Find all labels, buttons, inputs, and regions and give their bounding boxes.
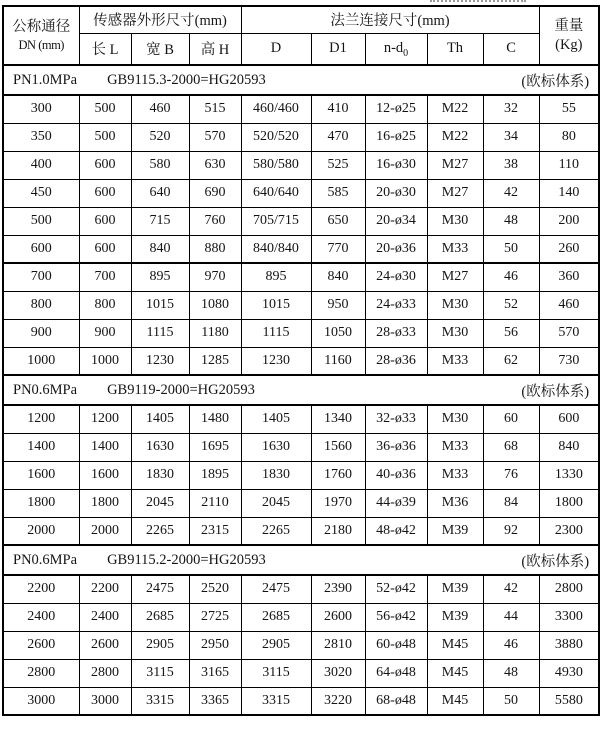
cell-dn: 1400 xyxy=(3,433,79,461)
cell-weight: 5580 xyxy=(539,687,599,715)
cell-width-b: 1015 xyxy=(131,291,189,319)
cell-length-l: 600 xyxy=(79,235,131,263)
cell-th: M39 xyxy=(427,575,483,603)
cell-n-d0: 48-ø42 xyxy=(365,517,427,545)
cell-d1: 525 xyxy=(311,151,365,179)
cell-n-d0: 20-ø36 xyxy=(365,235,427,263)
col-header-d1: D1 xyxy=(311,33,365,65)
table-row xyxy=(3,489,599,517)
cell-weight: 3300 xyxy=(539,603,599,631)
cell-d: 1630 xyxy=(241,433,311,461)
cell-weight: 840 xyxy=(539,433,599,461)
cell-length-l: 1800 xyxy=(79,489,131,517)
table-row xyxy=(3,433,599,461)
cell-c: 46 xyxy=(483,631,539,659)
cell-d1: 1760 xyxy=(311,461,365,489)
cell-length-l: 500 xyxy=(79,95,131,123)
cell-height-h: 570 xyxy=(189,123,241,151)
table-row xyxy=(3,461,599,489)
cell-length-l: 600 xyxy=(79,151,131,179)
cell-d1: 1970 xyxy=(311,489,365,517)
cell-width-b: 715 xyxy=(131,207,189,235)
cell-d: 1230 xyxy=(241,347,311,375)
cell-weight: 260 xyxy=(539,235,599,263)
section-header-row xyxy=(3,545,599,575)
table-row xyxy=(3,603,599,631)
cell-c: 46 xyxy=(483,263,539,291)
cell-length-l: 1200 xyxy=(79,405,131,433)
table-row xyxy=(3,319,599,347)
col-header-weight xyxy=(539,6,599,65)
cell-d: 2265 xyxy=(241,517,311,545)
cell-th: M27 xyxy=(427,151,483,179)
cell-width-b: 580 xyxy=(131,151,189,179)
col-group-flange-dimensions: 法兰连接尺寸(mm) xyxy=(241,6,539,33)
col-header-c: C xyxy=(483,33,539,65)
cell-weight: 600 xyxy=(539,405,599,433)
cell-width-b: 520 xyxy=(131,123,189,151)
cell-width-b: 2905 xyxy=(131,631,189,659)
cell-length-l: 2800 xyxy=(79,659,131,687)
n-d0-subscript: 0 xyxy=(403,48,409,60)
cell-length-l: 500 xyxy=(79,123,131,151)
cell-c: 38 xyxy=(483,151,539,179)
cell-d1: 3220 xyxy=(311,687,365,715)
cell-height-h: 2520 xyxy=(189,575,241,603)
col-header-dn xyxy=(3,6,79,65)
cell-height-h: 1480 xyxy=(189,405,241,433)
cell-n-d0: 32-ø33 xyxy=(365,405,427,433)
cell-th: M30 xyxy=(427,207,483,235)
cell-n-d0: 24-ø33 xyxy=(365,291,427,319)
section-header-cell xyxy=(3,545,599,575)
cell-length-l: 900 xyxy=(79,319,131,347)
cell-c: 32 xyxy=(483,95,539,123)
cell-length-l: 3000 xyxy=(79,687,131,715)
cell-height-h: 1895 xyxy=(189,461,241,489)
cell-height-h: 3365 xyxy=(189,687,241,715)
cell-width-b: 1630 xyxy=(131,433,189,461)
cell-width-b: 840 xyxy=(131,235,189,263)
cell-width-b: 3115 xyxy=(131,659,189,687)
section-header-cell xyxy=(3,65,599,95)
cell-dn: 450 xyxy=(3,179,79,207)
cell-c: 84 xyxy=(483,489,539,517)
cell-d1: 770 xyxy=(311,235,365,263)
cell-n-d0: 64-ø48 xyxy=(365,659,427,687)
cell-th: M45 xyxy=(427,631,483,659)
n-d0-base: n-d xyxy=(383,40,404,57)
cell-d: 460/460 xyxy=(241,95,311,123)
cell-c: 62 xyxy=(483,347,539,375)
cell-height-h: 2950 xyxy=(189,631,241,659)
cell-d1: 1050 xyxy=(311,319,365,347)
cell-th: M33 xyxy=(427,347,483,375)
table-row xyxy=(3,179,599,207)
cell-width-b: 2265 xyxy=(131,517,189,545)
cell-dn: 600 xyxy=(3,235,79,263)
cell-width-b: 460 xyxy=(131,95,189,123)
section-standard: GB9115.3-2000=HG20593 xyxy=(107,71,266,88)
cell-dn: 1600 xyxy=(3,461,79,489)
cell-n-d0: 40-ø36 xyxy=(365,461,427,489)
section-note: (欧标体系) xyxy=(521,73,590,90)
cell-length-l: 2400 xyxy=(79,603,131,631)
section-note: (欧标体系) xyxy=(521,383,590,400)
cell-weight: 730 xyxy=(539,347,599,375)
cell-c: 76 xyxy=(483,461,539,489)
cell-length-l: 600 xyxy=(79,179,131,207)
cell-width-b: 3315 xyxy=(131,687,189,715)
dn-title: 公称通径 xyxy=(12,18,71,35)
cell-n-d0: 36-ø36 xyxy=(365,433,427,461)
header-row-subcolumns xyxy=(3,33,599,65)
cell-n-d0: 68-ø48 xyxy=(365,687,427,715)
cell-dn: 2400 xyxy=(3,603,79,631)
cell-c: 48 xyxy=(483,207,539,235)
cell-weight: 1800 xyxy=(539,489,599,517)
cell-height-h: 630 xyxy=(189,151,241,179)
cell-weight: 3880 xyxy=(539,631,599,659)
cell-dn: 350 xyxy=(3,123,79,151)
cell-th: M39 xyxy=(427,517,483,545)
section-standard: GB9115.2-2000=HG20593 xyxy=(107,551,266,568)
cell-weight: 55 xyxy=(539,95,599,123)
cell-length-l: 1600 xyxy=(79,461,131,489)
cell-d1: 470 xyxy=(311,123,365,151)
cell-width-b: 640 xyxy=(131,179,189,207)
table-body xyxy=(3,65,599,715)
cell-d1: 1560 xyxy=(311,433,365,461)
cell-th: M30 xyxy=(427,291,483,319)
table-header xyxy=(3,6,599,65)
cell-d1: 1340 xyxy=(311,405,365,433)
cell-c: 44 xyxy=(483,603,539,631)
cell-n-d0: 20-ø34 xyxy=(365,207,427,235)
cell-dn: 1000 xyxy=(3,347,79,375)
table-row xyxy=(3,207,599,235)
cell-width-b: 1230 xyxy=(131,347,189,375)
cell-th: M30 xyxy=(427,405,483,433)
table-row xyxy=(3,517,599,545)
table-row xyxy=(3,347,599,375)
cell-th: M33 xyxy=(427,235,483,263)
cell-th: M36 xyxy=(427,489,483,517)
cell-weight: 2800 xyxy=(539,575,599,603)
cell-weight: 570 xyxy=(539,319,599,347)
cell-height-h: 1285 xyxy=(189,347,241,375)
cell-dn: 2000 xyxy=(3,517,79,545)
cell-d1: 840 xyxy=(311,263,365,291)
cell-height-h: 1180 xyxy=(189,319,241,347)
cell-d: 705/715 xyxy=(241,207,311,235)
cell-d: 3315 xyxy=(241,687,311,715)
cell-th: M22 xyxy=(427,95,483,123)
cell-n-d0: 16-ø25 xyxy=(365,123,427,151)
cell-height-h: 2315 xyxy=(189,517,241,545)
cell-d: 1830 xyxy=(241,461,311,489)
cell-th: M27 xyxy=(427,179,483,207)
cell-d: 520/520 xyxy=(241,123,311,151)
col-header-width-b: 宽 B xyxy=(131,33,189,65)
cell-d: 2475 xyxy=(241,575,311,603)
cell-n-d0: 16-ø30 xyxy=(365,151,427,179)
table-row xyxy=(3,405,599,433)
cell-dn: 2800 xyxy=(3,659,79,687)
cell-c: 56 xyxy=(483,319,539,347)
cell-c: 50 xyxy=(483,235,539,263)
table-row xyxy=(3,123,599,151)
cell-d: 580/580 xyxy=(241,151,311,179)
cell-d1: 2600 xyxy=(311,603,365,631)
cell-height-h: 2725 xyxy=(189,603,241,631)
cell-width-b: 895 xyxy=(131,263,189,291)
section-header-row xyxy=(3,65,599,95)
cell-c: 42 xyxy=(483,179,539,207)
cell-th: M30 xyxy=(427,319,483,347)
cell-length-l: 600 xyxy=(79,207,131,235)
section-header-row xyxy=(3,375,599,405)
cell-length-l: 1000 xyxy=(79,347,131,375)
cell-c: 48 xyxy=(483,659,539,687)
cell-n-d0: 60-ø48 xyxy=(365,631,427,659)
cell-height-h: 880 xyxy=(189,235,241,263)
cell-n-d0: 20-ø30 xyxy=(365,179,427,207)
table-row xyxy=(3,291,599,319)
section-pressure-rating: PN0.6MPa xyxy=(13,551,78,568)
cell-weight: 4930 xyxy=(539,659,599,687)
col-header-n-d0 xyxy=(365,33,427,65)
cell-n-d0: 28-ø33 xyxy=(365,319,427,347)
dimension-spec-table xyxy=(2,5,600,716)
cell-d: 1405 xyxy=(241,405,311,433)
table-row xyxy=(3,659,599,687)
cell-d1: 650 xyxy=(311,207,365,235)
cell-width-b: 2045 xyxy=(131,489,189,517)
cell-length-l: 2200 xyxy=(79,575,131,603)
cell-d: 895 xyxy=(241,263,311,291)
cell-dn: 1800 xyxy=(3,489,79,517)
cell-c: 68 xyxy=(483,433,539,461)
cell-c: 92 xyxy=(483,517,539,545)
cell-d1: 410 xyxy=(311,95,365,123)
cell-height-h: 970 xyxy=(189,263,241,291)
header-row-groups xyxy=(3,6,599,33)
cell-th: M45 xyxy=(427,687,483,715)
cell-weight: 2300 xyxy=(539,517,599,545)
cell-d: 840/840 xyxy=(241,235,311,263)
cell-d1: 2810 xyxy=(311,631,365,659)
cell-width-b: 2685 xyxy=(131,603,189,631)
cell-dn: 800 xyxy=(3,291,79,319)
cropped-text-artifact xyxy=(430,0,526,3)
cell-n-d0: 24-ø30 xyxy=(365,263,427,291)
cell-width-b: 1405 xyxy=(131,405,189,433)
col-header-th: Th xyxy=(427,33,483,65)
cell-weight: 460 xyxy=(539,291,599,319)
cell-c: 42 xyxy=(483,575,539,603)
section-note: (欧标体系) xyxy=(521,553,590,570)
cell-n-d0: 52-ø42 xyxy=(365,575,427,603)
cell-th: M45 xyxy=(427,659,483,687)
cell-th: M27 xyxy=(427,263,483,291)
cell-d: 2045 xyxy=(241,489,311,517)
cell-length-l: 2600 xyxy=(79,631,131,659)
cell-weight: 1330 xyxy=(539,461,599,489)
cell-d: 3115 xyxy=(241,659,311,687)
cell-dn: 1200 xyxy=(3,405,79,433)
dn-unit: DN (mm) xyxy=(18,37,64,52)
cell-width-b: 1830 xyxy=(131,461,189,489)
cell-height-h: 515 xyxy=(189,95,241,123)
cell-n-d0: 12-ø25 xyxy=(365,95,427,123)
cell-dn: 2200 xyxy=(3,575,79,603)
cell-c: 34 xyxy=(483,123,539,151)
weight-unit: (Kg) xyxy=(555,36,583,53)
cell-d1: 1160 xyxy=(311,347,365,375)
cell-height-h: 1695 xyxy=(189,433,241,461)
col-group-sensor-dimensions: 传感器外形尺寸(mm) xyxy=(79,6,241,33)
cell-dn: 700 xyxy=(3,263,79,291)
cell-height-h: 1080 xyxy=(189,291,241,319)
cell-dn: 900 xyxy=(3,319,79,347)
cell-length-l: 2000 xyxy=(79,517,131,545)
cell-weight: 140 xyxy=(539,179,599,207)
cell-th: M39 xyxy=(427,603,483,631)
table-row xyxy=(3,235,599,263)
cell-d: 1115 xyxy=(241,319,311,347)
section-standard: GB9119-2000=HG20593 xyxy=(107,381,255,398)
cell-weight: 80 xyxy=(539,123,599,151)
cell-d1: 585 xyxy=(311,179,365,207)
cell-c: 52 xyxy=(483,291,539,319)
cell-height-h: 760 xyxy=(189,207,241,235)
cell-c: 50 xyxy=(483,687,539,715)
section-pressure-rating: PN1.0MPa xyxy=(13,71,78,88)
cell-n-d0: 44-ø39 xyxy=(365,489,427,517)
cell-d1: 2390 xyxy=(311,575,365,603)
table-row xyxy=(3,687,599,715)
cell-height-h: 690 xyxy=(189,179,241,207)
table-row xyxy=(3,631,599,659)
cell-n-d0: 56-ø42 xyxy=(365,603,427,631)
col-header-length-l: 长 L xyxy=(79,33,131,65)
cell-length-l: 700 xyxy=(79,263,131,291)
cell-width-b: 2475 xyxy=(131,575,189,603)
cell-d1: 3020 xyxy=(311,659,365,687)
cell-d: 2685 xyxy=(241,603,311,631)
cell-weight: 110 xyxy=(539,151,599,179)
cell-height-h: 3165 xyxy=(189,659,241,687)
col-header-d: D xyxy=(241,33,311,65)
cell-dn: 3000 xyxy=(3,687,79,715)
table-row xyxy=(3,151,599,179)
cell-length-l: 1400 xyxy=(79,433,131,461)
cell-d1: 950 xyxy=(311,291,365,319)
cell-dn: 400 xyxy=(3,151,79,179)
cell-weight: 200 xyxy=(539,207,599,235)
cell-height-h: 2110 xyxy=(189,489,241,517)
table-row xyxy=(3,95,599,123)
cell-width-b: 1115 xyxy=(131,319,189,347)
cell-d: 640/640 xyxy=(241,179,311,207)
table-row xyxy=(3,575,599,603)
cell-dn: 2600 xyxy=(3,631,79,659)
cell-c: 60 xyxy=(483,405,539,433)
cell-length-l: 800 xyxy=(79,291,131,319)
cell-weight: 360 xyxy=(539,263,599,291)
cell-th: M33 xyxy=(427,433,483,461)
cell-dn: 300 xyxy=(3,95,79,123)
weight-title: 重量 xyxy=(554,17,584,34)
col-header-height-h: 高 H xyxy=(189,33,241,65)
cell-d: 1015 xyxy=(241,291,311,319)
section-pressure-rating: PN0.6MPa xyxy=(13,381,78,398)
cell-th: M33 xyxy=(427,461,483,489)
cell-d1: 2180 xyxy=(311,517,365,545)
cell-d: 2905 xyxy=(241,631,311,659)
cell-dn: 500 xyxy=(3,207,79,235)
table-row xyxy=(3,263,599,291)
cell-th: M22 xyxy=(427,123,483,151)
cell-n-d0: 28-ø36 xyxy=(365,347,427,375)
section-header-cell xyxy=(3,375,599,405)
